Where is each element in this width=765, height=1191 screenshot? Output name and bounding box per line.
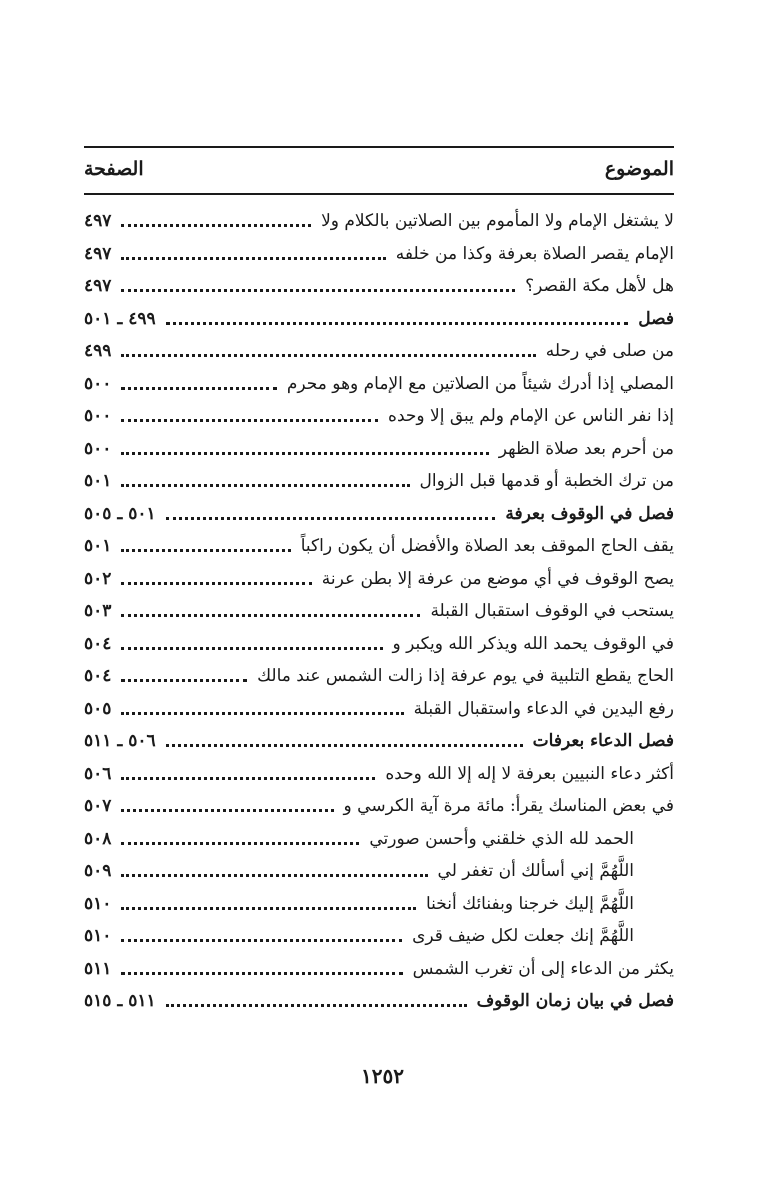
entry-topic: في بعض المناسك يقرأ: مائة مرة آية الكرسي و (343, 796, 674, 817)
index-entry-row (84, 368, 674, 401)
entry-topic: اللَّهُمَّ إنك جعلت لكل ضيف قرى (412, 926, 634, 947)
entry-topic: من صلى في رحله (545, 341, 674, 362)
entry-page-ref: ٤٩٩ (84, 341, 112, 362)
dot-leader (166, 321, 629, 325)
entry-page-ref: ٥١٠ (84, 926, 112, 947)
index-entry-row (84, 888, 674, 921)
section-heading-row (84, 725, 674, 758)
section-heading-row (84, 498, 674, 531)
index-entry-row (84, 660, 674, 693)
index-entry-row (84, 790, 674, 823)
entry-topic: أكثر دعاء النبيين بعرفة لا إله إلا الله وحده (385, 763, 674, 784)
entry-page-ref: ٥٠١ (84, 471, 112, 492)
entry-page-ref: ٤٩٧ (84, 243, 112, 264)
entry-topic: يكثر من الدعاء إلى أن تغرب الشمس (412, 958, 674, 979)
entry-page-ref: ٥١٠ (84, 893, 112, 914)
entry-topic: يقف الحاج الموقف بعد الصلاة والأفضل أن يكون راكباً (300, 536, 674, 557)
index-entry-row (84, 953, 674, 986)
entry-page-ref: ٥٠٠ (84, 373, 112, 394)
entry-page-ref: ٥٠٩ (84, 861, 112, 882)
dot-leader (121, 776, 375, 780)
topic-column-label: الموضوع (604, 158, 674, 180)
table-header (84, 148, 674, 190)
dot-leader (121, 353, 535, 357)
index-entry-row (84, 693, 674, 726)
entry-page-ref: ٤٩٧ (84, 211, 112, 232)
index-entry-row (84, 823, 674, 856)
entry-topic: فصل الدعاء بعرفات (532, 731, 674, 752)
entry-topic: يستحب في الوقوف استقبال القبلة (430, 601, 674, 622)
entry-page-ref: ٥٠٧ (84, 796, 112, 817)
entry-topic: من ترك الخطبة أو قدمها قبل الزوال (419, 471, 674, 492)
page-column-label: الصفحة (84, 158, 144, 180)
entry-page-ref: ٥٠٦ (84, 763, 112, 784)
entry-topic: الحمد لله الذي خلقني وأحسن صورتي (369, 828, 634, 849)
index-entry-row (84, 205, 674, 238)
index-entry-row (84, 855, 674, 888)
entry-page-ref: ٥٠١ ـ ٥٠٥ (84, 503, 156, 524)
dot-leader (121, 873, 427, 877)
index-entry-row (84, 595, 674, 628)
entry-topic: هل لأهل مكة القصر؟ (525, 276, 674, 297)
entry-page-ref: ٥٠٤ (84, 633, 112, 654)
entry-topic: الحاج يقطع التلبية في يوم عرفة إذا زالت الشمس عند مالك (257, 666, 674, 687)
entry-page-ref: ٥٠٤ (84, 666, 112, 687)
entry-page-ref: ٥٠٥ (84, 698, 112, 719)
index-entries (84, 205, 674, 1018)
entry-topic: فصل (638, 308, 674, 329)
index-entry-row (84, 465, 674, 498)
entry-page-ref: ٤٩٩ ـ ٥٠١ (84, 308, 156, 329)
dot-leader (121, 386, 277, 390)
dot-leader (121, 418, 378, 422)
dot-leader (121, 483, 409, 487)
dot-leader (121, 288, 515, 292)
dot-leader (121, 906, 416, 910)
dot-leader (166, 1003, 467, 1007)
index-entry-row (84, 530, 674, 563)
entry-page-ref: ٥٠٠ (84, 438, 112, 459)
entry-topic: إذا نفر الناس عن الإمام ولم يبق إلا وحده (388, 406, 674, 427)
dot-leader (121, 971, 402, 975)
entry-topic: اللَّهُمَّ إني أسألك أن تغفر لي (437, 861, 634, 882)
index-entry-row (84, 920, 674, 953)
entry-page-ref: ٥١١ (84, 958, 112, 979)
index-entry-row (84, 335, 674, 368)
entry-page-ref: ٥٠٦ ـ ٥١١ (84, 731, 156, 752)
entry-topic: فصل في بيان زمان الوقوف (476, 991, 674, 1012)
page-number: ١٢٥٢ (361, 1064, 404, 1088)
entry-page-ref: ٥٠٨ (84, 828, 112, 849)
section-heading-row (84, 985, 674, 1018)
entry-topic: رفع اليدين في الدعاء واستقبال القبلة (413, 698, 674, 719)
entry-topic: من أحرم بعد صلاة الظهر (498, 438, 674, 459)
index-entry-row (84, 563, 674, 596)
dot-leader (166, 516, 496, 520)
dot-leader (121, 938, 402, 942)
dot-leader (121, 223, 311, 227)
entry-topic: الإمام يقصر الصلاة بعرفة وكذا من خلفه (395, 243, 674, 264)
entry-topic: اللَّهُمَّ إليك خرجنا وبفنائك أنخنا (425, 893, 634, 914)
index-entry-row (84, 433, 674, 466)
dot-leader (121, 581, 311, 585)
entry-page-ref: ٥٠١ (84, 536, 112, 557)
entry-topic: لا يشتغل الإمام ولا المأموم بين الصلاتين بالكلام ولا (321, 211, 674, 232)
section-heading-row (84, 303, 674, 336)
entry-topic: في الوقوف يحمد الله ويذكر الله ويكبر و (392, 633, 674, 654)
dot-leader (121, 256, 385, 260)
dot-leader (121, 451, 488, 455)
index-entry-row (84, 400, 674, 433)
index-entry-row (84, 270, 674, 303)
entry-topic: يصح الوقوف في أي موضع من عرفة إلا بطن عرنة (321, 568, 674, 589)
dot-leader (121, 646, 382, 650)
dot-leader (166, 743, 523, 747)
entry-page-ref: ٥٠٢ (84, 568, 112, 589)
dot-leader (121, 808, 333, 812)
index-entry-row (84, 628, 674, 661)
entry-topic: المصلي إذا أدرك شيئاً من الصلاتين مع الإمام وهو محرم (286, 373, 674, 394)
index-entry-row (84, 758, 674, 791)
header-rule (84, 193, 674, 195)
entry-page-ref: ٥١١ ـ ٥١٥ (84, 991, 156, 1012)
dot-leader (121, 678, 247, 682)
entry-page-ref: ٥٠٣ (84, 601, 112, 622)
index-entry-row (84, 238, 674, 271)
dot-leader (121, 711, 403, 715)
dot-leader (121, 841, 359, 845)
entry-page-ref: ٤٩٧ (84, 276, 112, 297)
entry-topic: فصل في الوقوف بعرفة (505, 503, 674, 524)
dot-leader (121, 548, 290, 552)
dot-leader (121, 613, 420, 617)
entry-page-ref: ٥٠٠ (84, 406, 112, 427)
